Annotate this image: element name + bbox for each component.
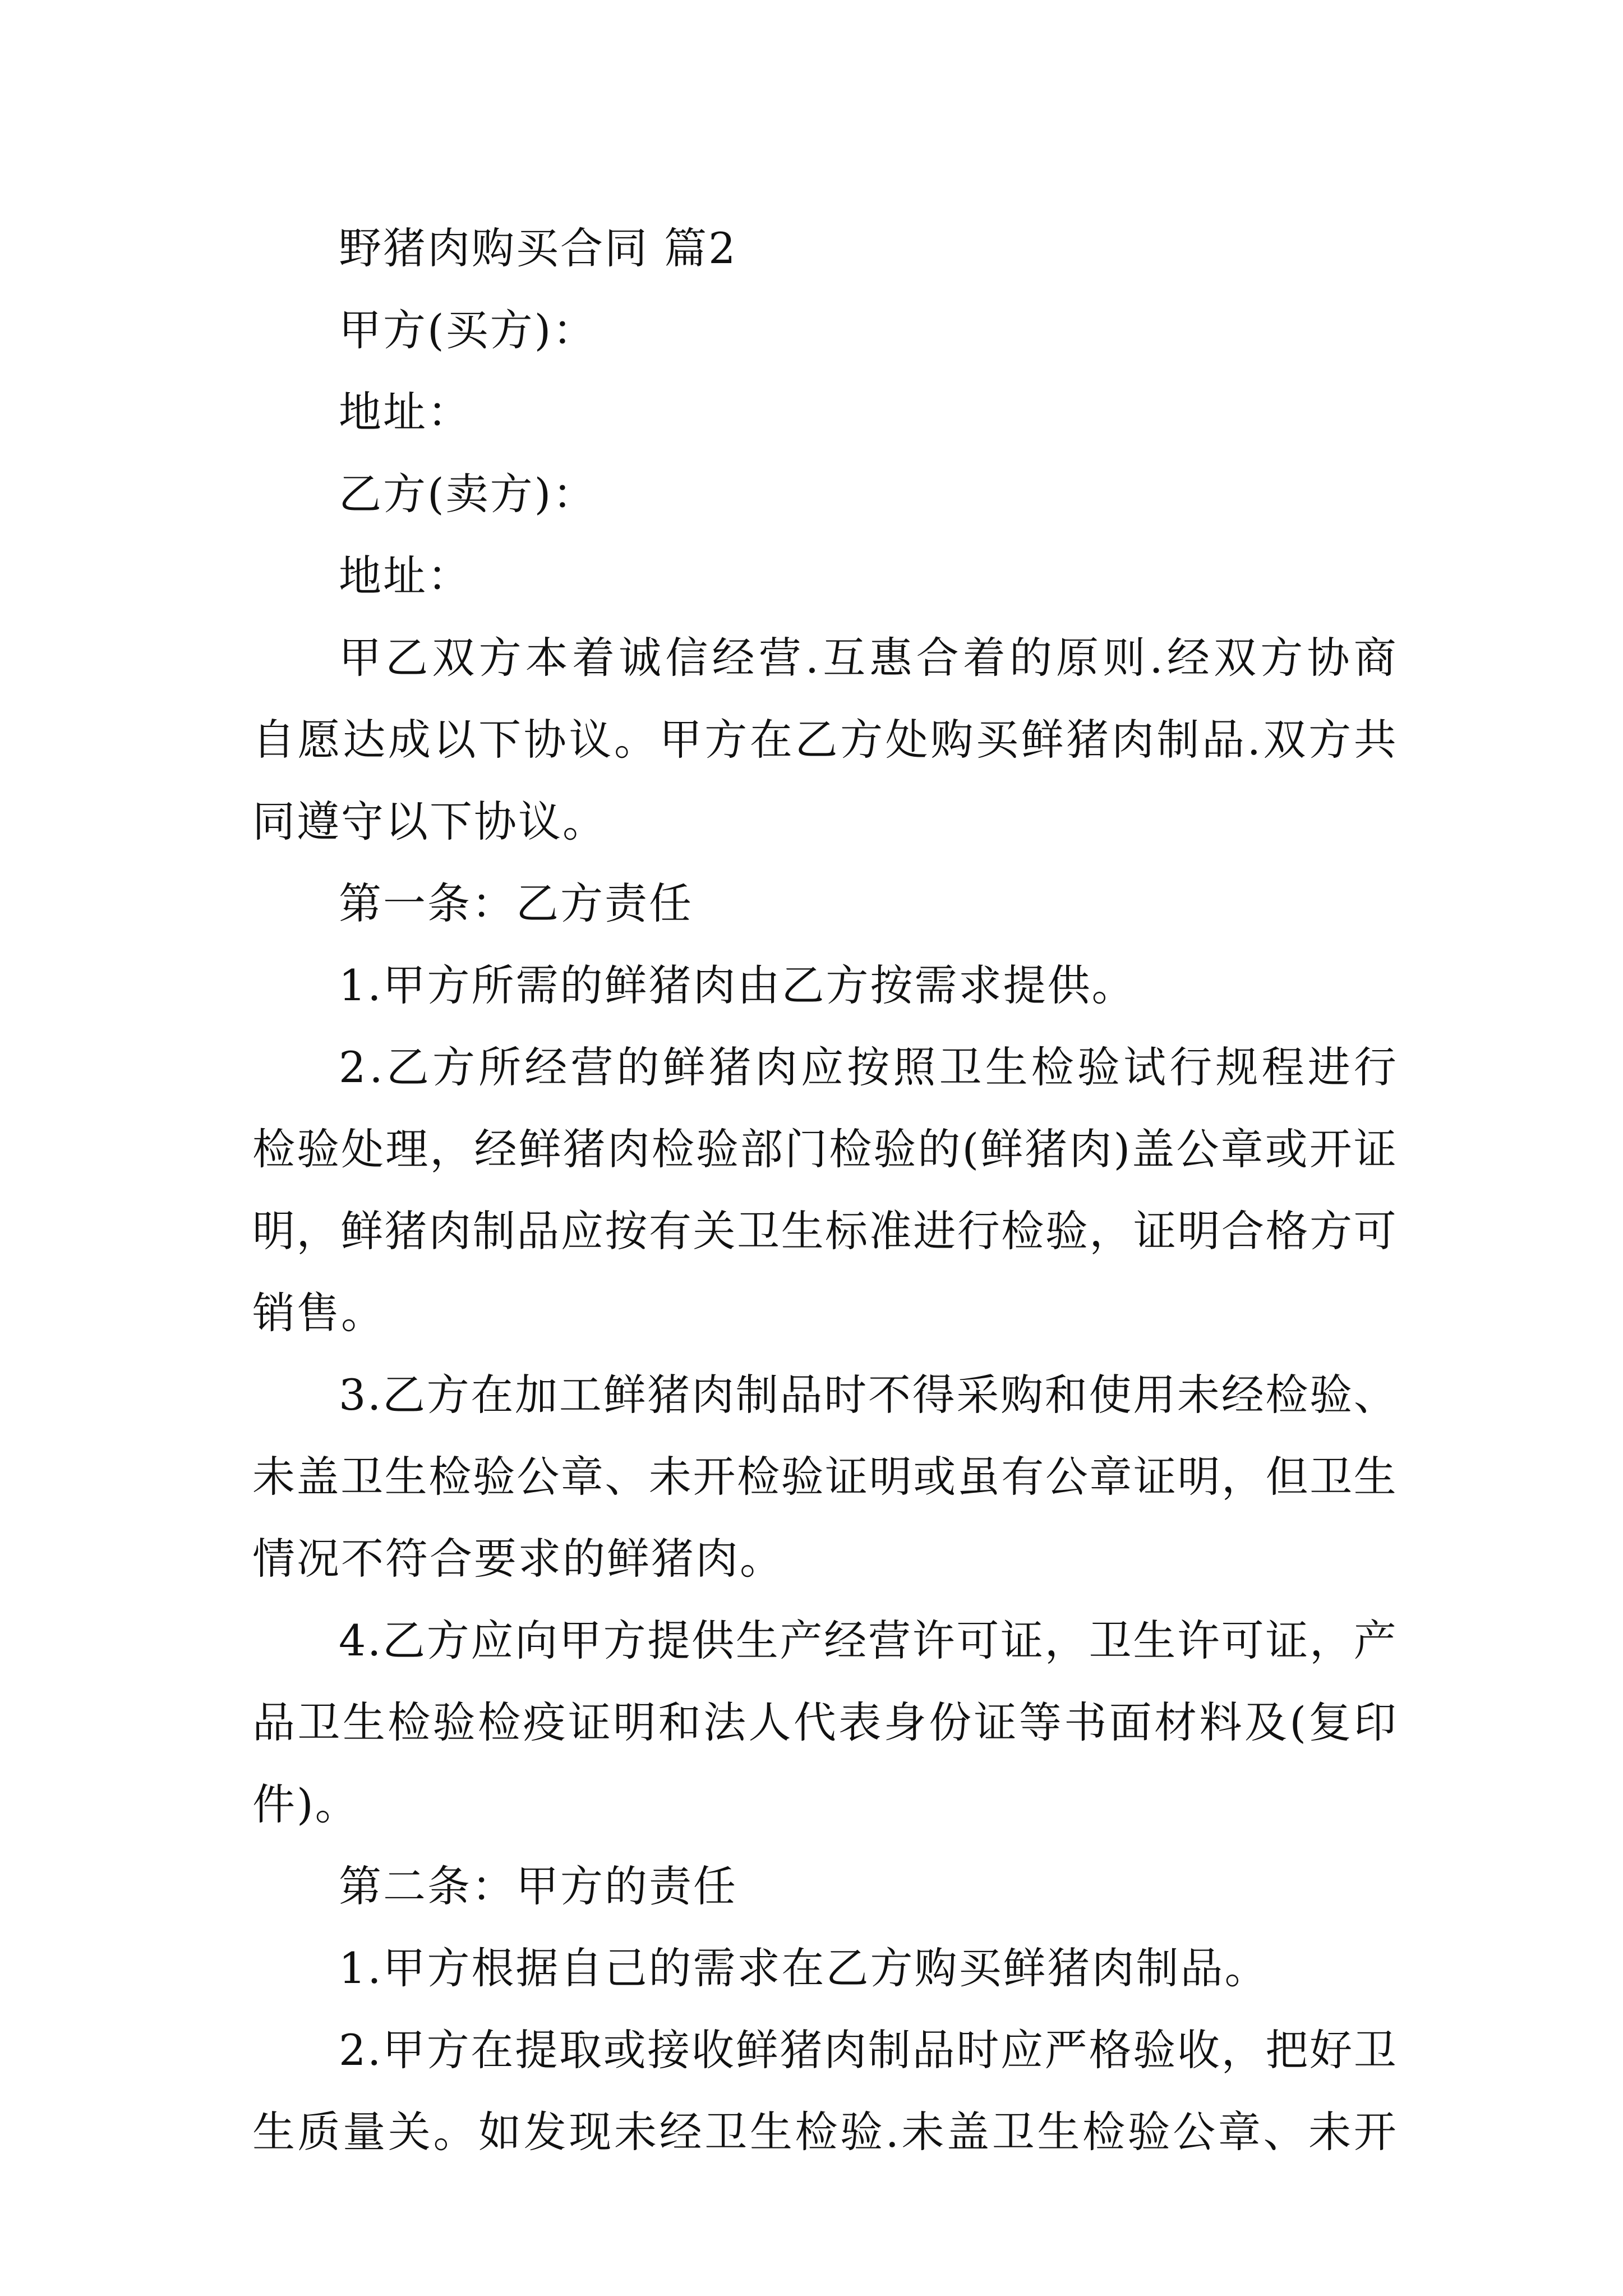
article-1-clause-line: 2 . 乙 方 所 经 营 的 鲜 猪 肉 应 按 照 卫 生 检 验 试 行 规 程 进 行 [339, 1042, 1396, 1092]
article-2-clause-line: 1.甲方根据自己的需求在乙方购买鲜猪肉制品。 [339, 1943, 1269, 1993]
article-1-heading: 第一条：乙方责任 [339, 878, 693, 928]
article-1-clause-line: 件)。 [252, 1779, 359, 1829]
party-b-address-label: 地址： [339, 551, 472, 601]
preamble-line: 自 愿 达 成 以 下 协 议 。 甲 方 在 乙 方 处 购 买 鲜 猪 肉 制 品 . 双 方 共 [252, 715, 1396, 765]
article-1-clause-line: 销售。 [252, 1288, 385, 1338]
article-1-clause-line: 品 卫 生 检 验 检 疫 证 明 和 法 人 代 表 身 份 证 等 书 面 材 料 及 ( 复 印 [252, 1697, 1396, 1747]
article-2-heading: 第二条：甲方的责任 [339, 1861, 737, 1911]
party-a-label: 甲方(买方)： [339, 305, 597, 355]
document-title: 野猪肉购买合同 篇2 [339, 223, 737, 273]
preamble-line: 甲 乙 双 方 本 着 诚 信 经 营 . 互 惠 合 着 的 原 则 . 经 双 方 协 商 [339, 633, 1396, 683]
party-a-address-label: 地址： [339, 387, 472, 437]
article-1-clause-line: 明 ， 鲜 猪 肉 制 品 应 按 有 关 卫 生 标 准 进 行 检 验 ， 证 明 合 格 方 可 [252, 1206, 1396, 1256]
article-1-clause-line: 情况不符合要求的鲜猪肉。 [252, 1534, 784, 1584]
article-1-clause-line: 3 . 乙 方 在 加 工 鲜 猪 肉 制 品 时 不 得 采 购 和 使 用 未 经 检 验 、 [339, 1370, 1396, 1420]
article-1-clause-line: 1.甲方所需的鲜猪肉由乙方按需求提供。 [339, 960, 1136, 1010]
article-2-clause-line: 生 质 量 关 。 如 发 现 未 经 卫 生 检 验 . 未 盖 卫 生 检 验 公 章 、 未 开 [252, 2107, 1396, 2157]
document-body [252, 208, 1396, 2173]
article-1-clause-line: 检 验 处 理 ， 经 鲜 猪 肉 检 验 部 门 检 验 的 ( 鲜 猪 肉 ) 盖 公 章 或 开 证 [252, 1124, 1396, 1174]
party-b-label: 乙方(卖方)： [339, 469, 597, 519]
article-1-clause-line: 未 盖 卫 生 检 验 公 章 、 未 开 检 验 证 明 或 虽 有 公 章 证 明 ， 但 卫 生 [252, 1452, 1396, 1502]
article-2-clause-line: 2 . 甲 方 在 提 取 或 接 收 鲜 猪 肉 制 品 时 应 严 格 验 收 ， 把 好 卫 [339, 2025, 1396, 2075]
article-1-clause-line: 4 . 乙 方 应 向 甲 方 提 供 生 产 经 营 许 可 证 ， 卫 生 许 可 证 ， 产 [339, 1616, 1396, 1665]
preamble-line: 同遵守以下协议。 [252, 797, 607, 846]
